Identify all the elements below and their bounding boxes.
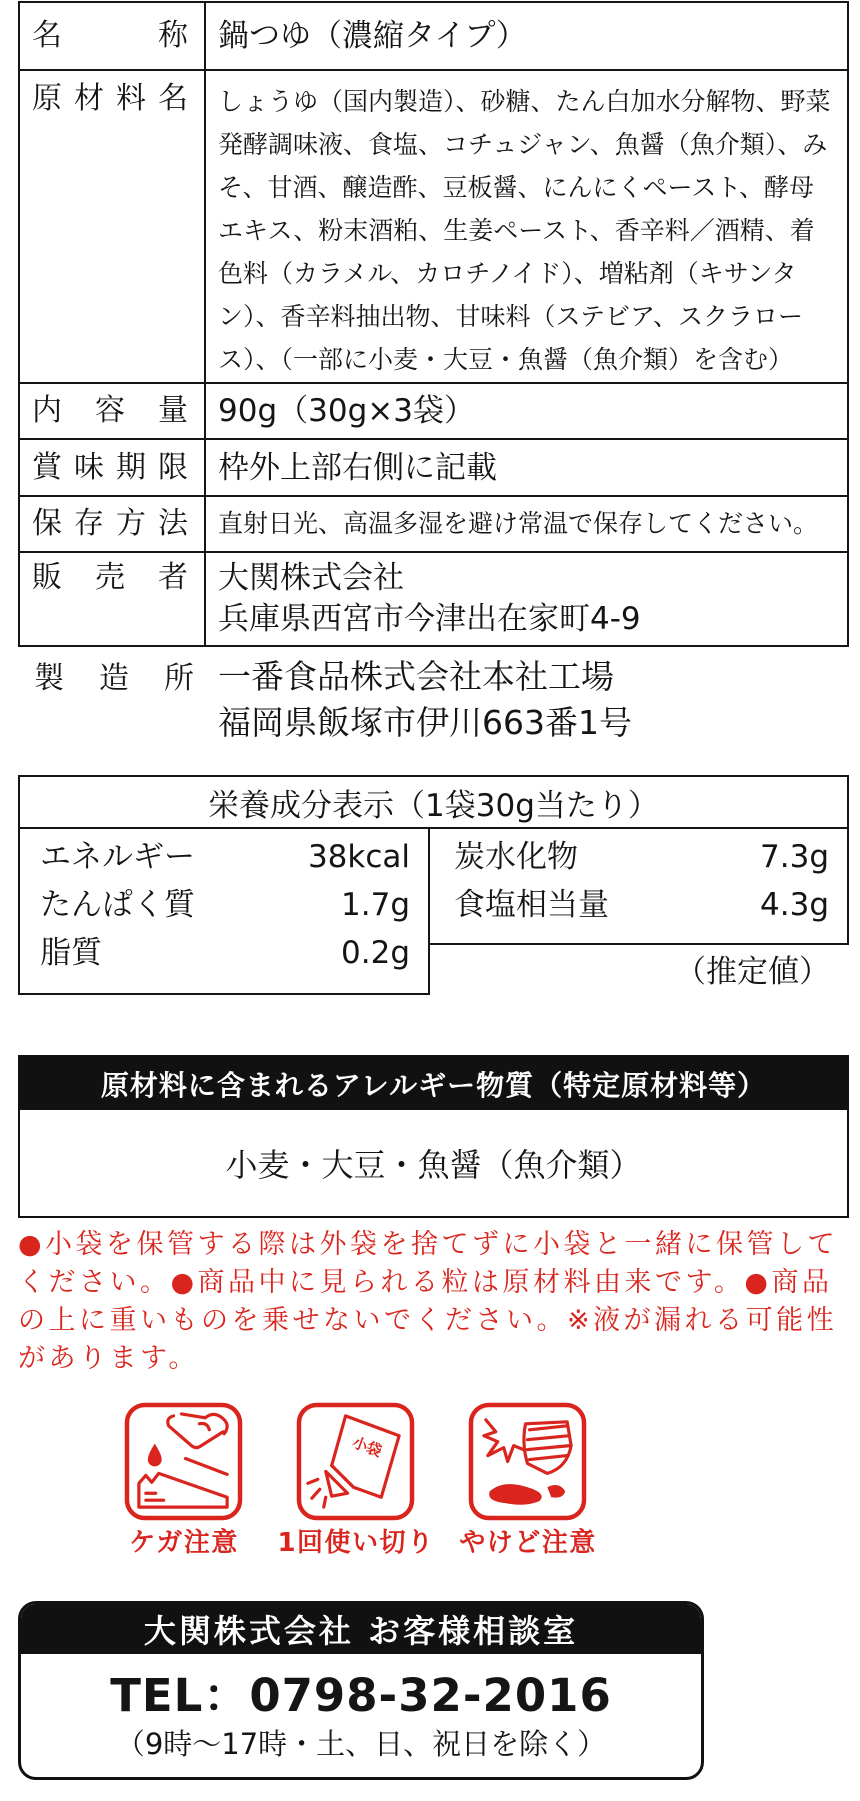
injury-caution-icon-graphic xyxy=(124,1402,243,1521)
manufacturer-label: 製造所 xyxy=(34,661,194,696)
single-use-icon-graphic xyxy=(296,1402,415,1521)
info-label-cell xyxy=(20,553,204,645)
customer-contact-box xyxy=(18,1601,704,1780)
info-label-cell xyxy=(20,3,204,69)
nutrient-value: 4.3g xyxy=(760,887,829,923)
info-row-seller xyxy=(20,553,847,645)
seller-address: 兵庫県西宮市今津出在家町4-9 xyxy=(218,601,641,637)
info-value: 直射日光、高温多湿を避け常温で保存してください。 xyxy=(204,497,847,551)
info-value-cell xyxy=(204,553,847,645)
info-row-contents xyxy=(20,384,847,440)
burn-caution-label: やけど注意 xyxy=(459,1528,597,1558)
nutrient-value: 7.3g xyxy=(760,839,829,875)
info-label-cell xyxy=(20,384,204,438)
nutrition-row xyxy=(40,833,410,881)
manufacturer-info xyxy=(218,654,632,746)
nutrient-value: 1.7g xyxy=(341,887,410,923)
single-use-label: 1回使い切り xyxy=(277,1528,435,1558)
nutrition-right-box xyxy=(428,829,849,945)
nutrient-name: 食塩相当量 xyxy=(454,887,609,923)
info-value: 鍋つゆ（濃縮タイプ） xyxy=(204,3,847,69)
manufacturer-address: 福岡県飯塚市伊川663番1号 xyxy=(218,703,632,742)
burn-caution-icon xyxy=(468,1402,587,1521)
allergen-list: 小麦・大豆・魚醤（魚介類） xyxy=(225,1146,642,1184)
allergen-title: 原材料に含まれるアレルギー物質（特定原材料等） xyxy=(20,1057,847,1110)
contact-hours: （9時〜17時・土、日、祝日を除く） xyxy=(115,1727,607,1761)
info-label: 賞味期限 xyxy=(32,449,188,485)
warning-text: ●小袋を保管する際は外袋を捨てずに小袋と一緒に保管してください。●商品中に見られる粒は原材料由来です。●商品の上に重いものを乗せないでください。※液が漏れる可能性があります。 xyxy=(18,1229,839,1374)
burn-caution-icon-graphic xyxy=(468,1402,587,1521)
contact-title: 大関株式会社 お客様相談室 xyxy=(21,1604,701,1654)
nutrition-row xyxy=(454,881,829,929)
nutrient-name: たんぱく質 xyxy=(40,887,195,923)
info-value: 90g（30g×3袋） xyxy=(204,384,847,438)
info-label: 販売者 xyxy=(32,560,188,595)
nutrient-value: 0.2g xyxy=(341,935,410,971)
info-label: 名称 xyxy=(32,18,188,53)
nutrition-row xyxy=(40,881,410,929)
single-use-icon xyxy=(296,1402,415,1521)
info-label-cell xyxy=(20,497,204,551)
nutrition-estimate-note: （推定値） xyxy=(675,954,830,990)
product-info-table xyxy=(18,1,849,647)
nutrient-name: エネルギー xyxy=(40,839,195,875)
info-label-cell xyxy=(20,71,204,382)
info-label: 内容量 xyxy=(32,393,188,428)
nutrition-row xyxy=(40,929,410,977)
nutrient-name: 炭水化物 xyxy=(454,839,578,875)
info-label-cell xyxy=(20,440,204,495)
info-label: 原材料名 xyxy=(32,81,188,116)
contact-phone: TEL：0798-32-2016 xyxy=(110,1669,612,1722)
nutrition-title: 栄養成分表示（1袋30g当たり） xyxy=(18,775,849,829)
single-use-icon-bag-label: 小袋 xyxy=(350,1433,385,1461)
info-value-cell xyxy=(204,71,847,382)
info-row-storage xyxy=(20,497,847,553)
info-row-name xyxy=(20,3,847,71)
manufacturer-name: 一番食品株式会社本社工場 xyxy=(218,657,614,696)
ingredients-text: しょうゆ（国内製造）、砂糖、たん白加水分解物、野菜発酵調味液、食塩、コチュジャン、魚醤（魚介類）、みそ、甘酒、醸造酢、豆板醤、にんにくペースト、酵母エキス、粉末酒粕、生姜ペースト、香辛料／酒精、着色料（カラメル、カロチノイド）、増粘剤（キサンタン）、香辛料抽出物、甘味料（ステビア、スクラロース）、（一部に小麦・大豆・魚醤（魚介類）を含む） xyxy=(218,87,831,374)
info-value: 枠外上部右側に記載 xyxy=(204,440,847,495)
info-label: 保存方法 xyxy=(32,506,188,541)
injury-caution-label: ケガ注意 xyxy=(129,1528,239,1558)
allergen-box xyxy=(18,1055,849,1218)
seller-name: 大関株式会社 xyxy=(218,560,404,596)
injury-caution-icon xyxy=(124,1402,243,1521)
nutrient-value: 38kcal xyxy=(307,839,410,875)
nutrient-name: 脂質 xyxy=(40,935,102,971)
nutrition-left-box xyxy=(18,829,430,995)
nutrition-row xyxy=(454,833,829,881)
info-row-best-before xyxy=(20,440,847,497)
info-row-ingredients xyxy=(20,71,847,384)
